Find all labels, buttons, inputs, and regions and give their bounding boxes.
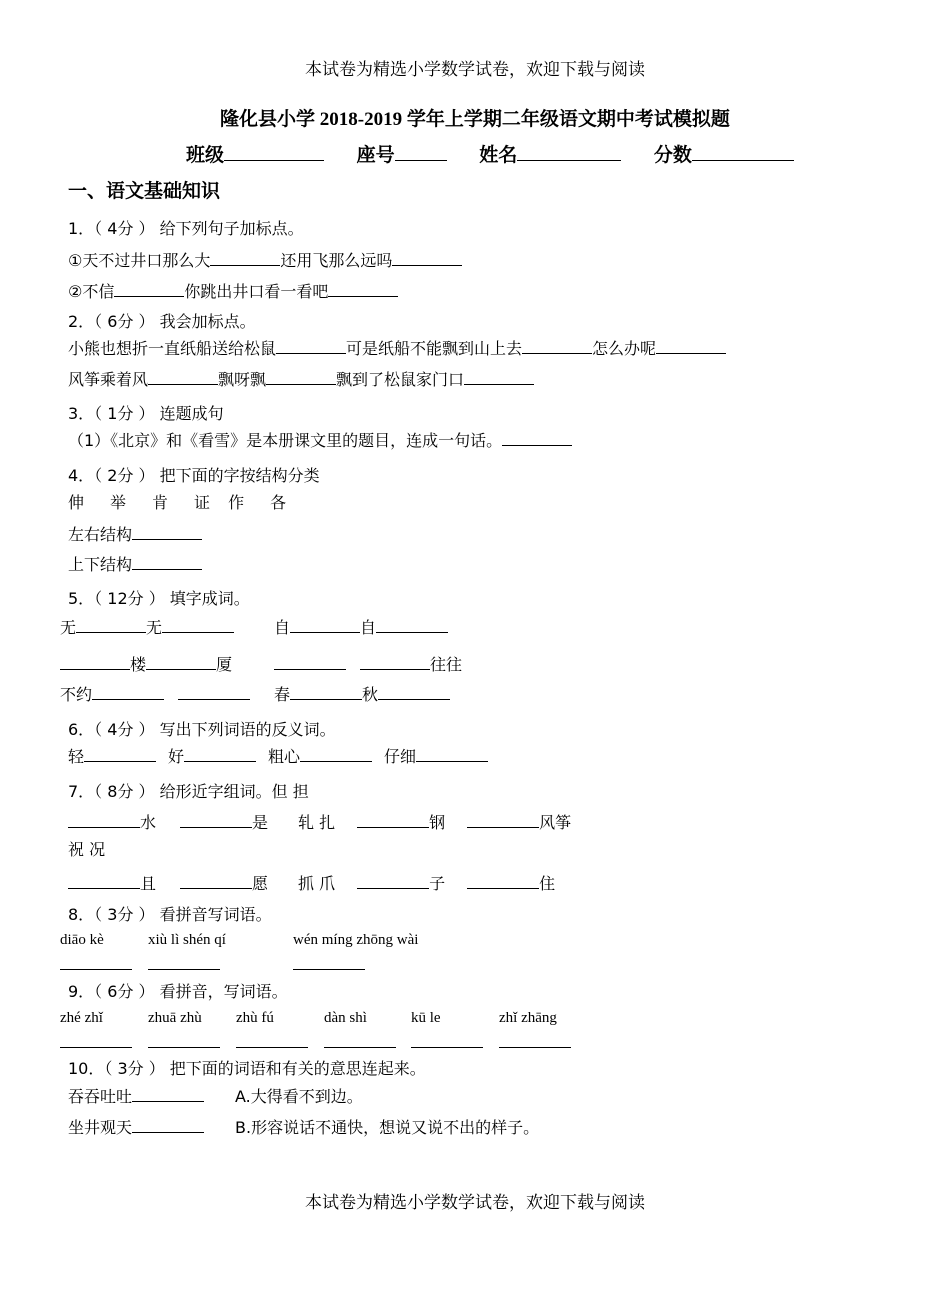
q1-line-1 — [68, 253, 462, 269]
word: 吞吞吐吐 — [68, 1087, 133, 1106]
answer-blank[interactable] — [392, 264, 462, 266]
answer-blank[interactable] — [324, 1047, 396, 1048]
answer-blank[interactable] — [499, 1047, 571, 1048]
word: 自 — [360, 618, 377, 637]
q1-text: ①天不过井口那么大 — [68, 251, 211, 270]
answer-blank[interactable] — [210, 264, 280, 266]
word: 抓 爪 — [298, 874, 336, 893]
q1-text: 还用飞那么远吗 — [280, 251, 393, 270]
q5-row-1b — [274, 620, 448, 636]
q1-heading: 1．（ 4分 ） 给下列句子加标点。 — [68, 219, 304, 238]
pinyin: wén míng zhōng wài — [293, 932, 419, 948]
char-item: 证 — [194, 493, 211, 512]
word: 厦 — [216, 655, 233, 674]
answer-blank[interactable] — [68, 826, 140, 828]
answer-blank[interactable] — [148, 383, 218, 385]
name-label: 姓名 — [479, 144, 518, 166]
answer-blank[interactable] — [148, 1047, 220, 1048]
q1-line-2 — [68, 284, 398, 300]
q4-chars — [68, 495, 286, 511]
q9-heading: 9．（ 6分 ） 看拼音，写词语。 — [68, 982, 288, 1001]
answer-blank[interactable] — [180, 887, 252, 889]
answer-blank[interactable] — [328, 295, 398, 297]
word: 轧 扎 — [298, 813, 336, 832]
word: 子 — [429, 874, 446, 893]
q3-line — [68, 433, 572, 449]
word: 自 — [274, 618, 291, 637]
answer-blank[interactable] — [76, 631, 146, 633]
q10-row-1 — [68, 1089, 204, 1105]
q5-row-3a — [60, 687, 250, 703]
q3-heading: 3．（ 1分 ） 连题成句 — [68, 404, 224, 423]
pinyin: kū le — [411, 1010, 441, 1026]
q4-left-right — [68, 527, 202, 543]
answer-blank[interactable] — [84, 760, 156, 762]
q2-text: 可是纸船不能飘到山上去 — [346, 339, 523, 358]
word: 轻 — [68, 747, 85, 766]
word: 坐井观天 — [68, 1118, 133, 1137]
pinyin: zhé zhǐ — [60, 1010, 103, 1026]
page-footer: 本试卷为精选小学数学试卷，欢迎下载与阅读 — [305, 1193, 645, 1212]
q2-text: 小熊也想折一直纸船送给松鼠 — [68, 339, 277, 358]
answer-blank[interactable] — [162, 631, 234, 633]
q5-row-2a — [60, 657, 232, 673]
q2-text: 飘到了松鼠家门口 — [336, 370, 465, 389]
answer-blank[interactable] — [290, 631, 360, 633]
char-item: 作 — [228, 493, 245, 512]
q7-row-2 — [68, 876, 555, 892]
answer-blank[interactable] — [360, 668, 430, 670]
char-item: 肯 — [152, 493, 169, 512]
seat-field[interactable] — [395, 159, 447, 161]
word: 且 — [140, 874, 157, 893]
answer-blank[interactable] — [467, 887, 539, 889]
answer-blank[interactable] — [236, 1047, 308, 1048]
name-field[interactable] — [517, 159, 621, 161]
char-item: 举 — [110, 493, 127, 512]
class-label: 班级 — [186, 144, 225, 166]
answer-blank[interactable] — [184, 760, 256, 762]
answer-blank[interactable] — [411, 1047, 483, 1048]
pinyin: dàn shì — [324, 1010, 367, 1026]
char-item: 伸 — [68, 493, 85, 512]
q4-heading: 4．（ 2分 ） 把下面的字按结构分类 — [68, 466, 320, 485]
word: 愿 — [252, 874, 269, 893]
word: 仔细 — [384, 747, 417, 766]
answer-blank[interactable] — [148, 969, 220, 970]
word: 水 — [140, 813, 157, 832]
q2-line-1 — [68, 341, 726, 357]
page-title: 隆化县小学 2018-2019 学年上学期二年级语文期中考试模拟题 — [220, 109, 730, 130]
pinyin: zhù fú — [236, 1010, 274, 1026]
q7-heading: 7．（ 8分 ） 给形近字组词。但 担 — [68, 782, 309, 801]
word: 秋 — [362, 685, 379, 704]
page-header: 本试卷为精选小学数学试卷，欢迎下载与阅读 — [305, 60, 645, 79]
q2-text: 怎么办呢 — [592, 339, 657, 358]
q6-heading: 6．（ 4分 ） 写出下列词语的反义词。 — [68, 720, 336, 739]
q5-row-2b — [274, 657, 462, 673]
q8-heading: 8．（ 3分 ） 看拼音写词语。 — [68, 905, 272, 924]
answer-blank[interactable] — [656, 352, 726, 354]
answer-blank[interactable] — [357, 887, 429, 889]
label: 左右结构 — [68, 525, 133, 544]
answer-blank[interactable] — [132, 1100, 204, 1102]
q4-top-bottom — [68, 557, 202, 573]
word: 好 — [168, 747, 185, 766]
q10-option-a: A.大得看不到边。 — [235, 1087, 363, 1106]
q2-text: 飘呀飘 — [218, 370, 267, 389]
q7-row-1 — [68, 815, 571, 831]
pinyin: xiù lì shén qí — [148, 932, 226, 948]
answer-blank[interactable] — [68, 887, 140, 889]
word: 粗心 — [268, 747, 301, 766]
q5-row-1a — [60, 620, 234, 636]
section-title: 一、语文基础知识 — [68, 180, 221, 202]
answer-blank[interactable] — [416, 760, 488, 762]
word: 钢 — [429, 813, 446, 832]
answer-blank[interactable] — [274, 668, 346, 670]
q3-text: （1）《北京》和《看雪》是本册课文里的题目，连成一句话。 — [68, 431, 503, 450]
word: 不约 — [60, 685, 93, 704]
answer-blank[interactable] — [132, 538, 202, 540]
class-field[interactable] — [224, 159, 324, 161]
word: 春 — [274, 685, 291, 704]
word: 无 — [60, 618, 77, 637]
answer-blank[interactable] — [132, 1131, 204, 1133]
score-field[interactable] — [692, 159, 794, 161]
q10-row-2 — [68, 1120, 204, 1136]
word: 住 — [539, 874, 556, 893]
answer-blank[interactable] — [114, 295, 184, 297]
answer-blank[interactable] — [522, 352, 592, 354]
answer-blank[interactable] — [60, 668, 130, 670]
info-row — [186, 146, 794, 165]
answer-blank[interactable] — [92, 698, 164, 700]
seat-label: 座号 — [356, 144, 395, 166]
answer-blank[interactable] — [178, 698, 250, 700]
answer-blank[interactable] — [502, 444, 572, 446]
word: 无 — [146, 618, 163, 637]
char-item: 各 — [270, 493, 287, 512]
answer-blank[interactable] — [132, 568, 202, 570]
pinyin: zhǐ zhāng — [499, 1010, 557, 1026]
word: 楼 — [130, 655, 147, 674]
pinyin: zhuā zhù — [148, 1010, 202, 1026]
answer-blank[interactable] — [266, 383, 336, 385]
answer-blank[interactable] — [293, 969, 365, 970]
q7-chars: 祝 况 — [68, 840, 106, 859]
q1-text: ②不信 — [68, 282, 115, 301]
score-label: 分数 — [653, 144, 692, 166]
q2-text: 风筝乘着风 — [68, 370, 149, 389]
q5-row-3b — [274, 687, 450, 703]
answer-blank[interactable] — [60, 1047, 132, 1048]
answer-blank[interactable] — [180, 826, 252, 828]
q10-heading: 10．（ 3分 ） 把下面的词语和有关的意思连起来。 — [68, 1059, 426, 1078]
label: 上下结构 — [68, 555, 133, 574]
word: 风筝 — [539, 813, 572, 832]
q6-row — [68, 749, 488, 765]
answer-blank[interactable] — [290, 698, 362, 700]
q10-option-b: B.形容说话不通快，想说又说不出的样子。 — [235, 1118, 540, 1137]
answer-blank[interactable] — [467, 826, 539, 828]
answer-blank[interactable] — [378, 698, 450, 700]
q1-text: 你跳出井口看一看吧 — [184, 282, 329, 301]
word: 往往 — [430, 655, 463, 674]
q2-heading: 2．（ 6分 ） 我会加标点。 — [68, 312, 256, 331]
word: 是 — [252, 813, 269, 832]
q5-heading: 5．（ 12分 ） 填字成词。 — [68, 589, 250, 608]
answer-blank[interactable] — [276, 352, 346, 354]
answer-blank[interactable] — [464, 383, 534, 385]
answer-blank[interactable] — [146, 668, 216, 670]
q2-line-2 — [68, 372, 534, 388]
pinyin: diāo kè — [60, 932, 104, 948]
answer-blank[interactable] — [376, 631, 448, 633]
answer-blank[interactable] — [300, 760, 372, 762]
answer-blank[interactable] — [357, 826, 429, 828]
answer-blank[interactable] — [60, 969, 132, 970]
